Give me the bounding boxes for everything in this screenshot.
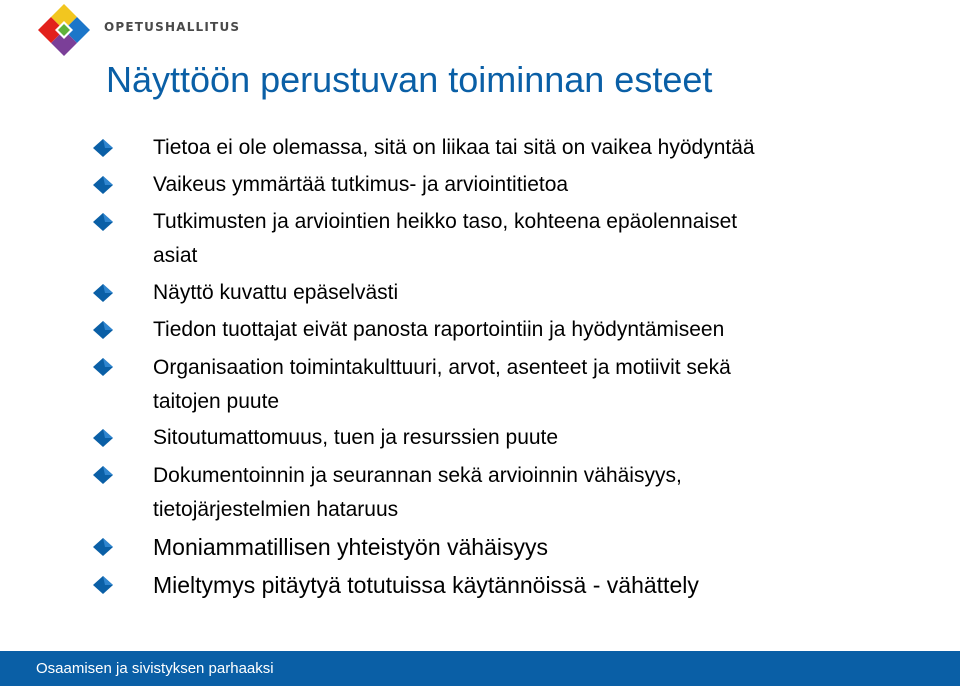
blue-diamond-bullet-icon xyxy=(93,466,115,484)
blue-diamond-bullet-icon xyxy=(93,429,115,447)
organization-name: OPETUSHALLITUS xyxy=(104,20,241,34)
bullet-text: Moniammatillisen yhteistyön vähäisyys xyxy=(153,534,548,560)
blue-diamond-bullet-icon xyxy=(93,213,115,231)
bullet-text: Vaikeus ymmärtää tutkimus- ja arviointitietoa xyxy=(153,173,569,196)
footer-tagline: Osaamisen ja sivistyksen parhaaksi xyxy=(36,660,274,677)
bullet-text: Tietoa ei ole olemassa, sitä on liikaa tai sitä on vaikea hyödyntää xyxy=(153,136,755,159)
blue-diamond-bullet-icon xyxy=(93,358,115,376)
blue-diamond-bullet-icon xyxy=(93,176,115,194)
bullet-text-continuation: asiat xyxy=(153,244,198,267)
bullet-text: Tiedon tuottajat eivät panosta raportointiin ja hyödyntämiseen xyxy=(153,318,725,341)
bullet-text-continuation: taitojen puute xyxy=(153,390,280,413)
bullet-text-continuation: tietojärjestelmien hataruus xyxy=(153,498,399,521)
bullet-text: Organisaation toimintakulttuuri, arvot, asenteet ja motiivit sekä xyxy=(153,356,731,379)
bullet-text: Sitoutumattomuus, tuen ja resurssien puute xyxy=(153,426,559,449)
footer-bar xyxy=(0,651,960,686)
bullet-text: Dokumentoinnin ja seurannan sekä arvioinnin vähäisyys, xyxy=(153,464,682,487)
blue-diamond-bullet-icon xyxy=(93,576,115,594)
blue-diamond-bullet-icon xyxy=(93,139,115,157)
blue-diamond-bullet-icon xyxy=(93,538,115,556)
slide-title: Näyttöön perustuvan toiminnan esteet xyxy=(106,59,713,100)
bullet-text: Mieltymys pitäytyä totutuissa käytännöissä - vähättely xyxy=(153,572,699,598)
blue-diamond-bullet-icon xyxy=(93,284,115,302)
bullet-text: Tutkimusten ja arviointien heikko taso, kohteena epäolennaiset xyxy=(153,210,738,233)
bullet-text: Näyttö kuvattu epäselvästi xyxy=(153,281,399,304)
author-name: Anu Räisänen xyxy=(782,626,869,641)
blue-diamond-bullet-icon xyxy=(93,321,115,339)
